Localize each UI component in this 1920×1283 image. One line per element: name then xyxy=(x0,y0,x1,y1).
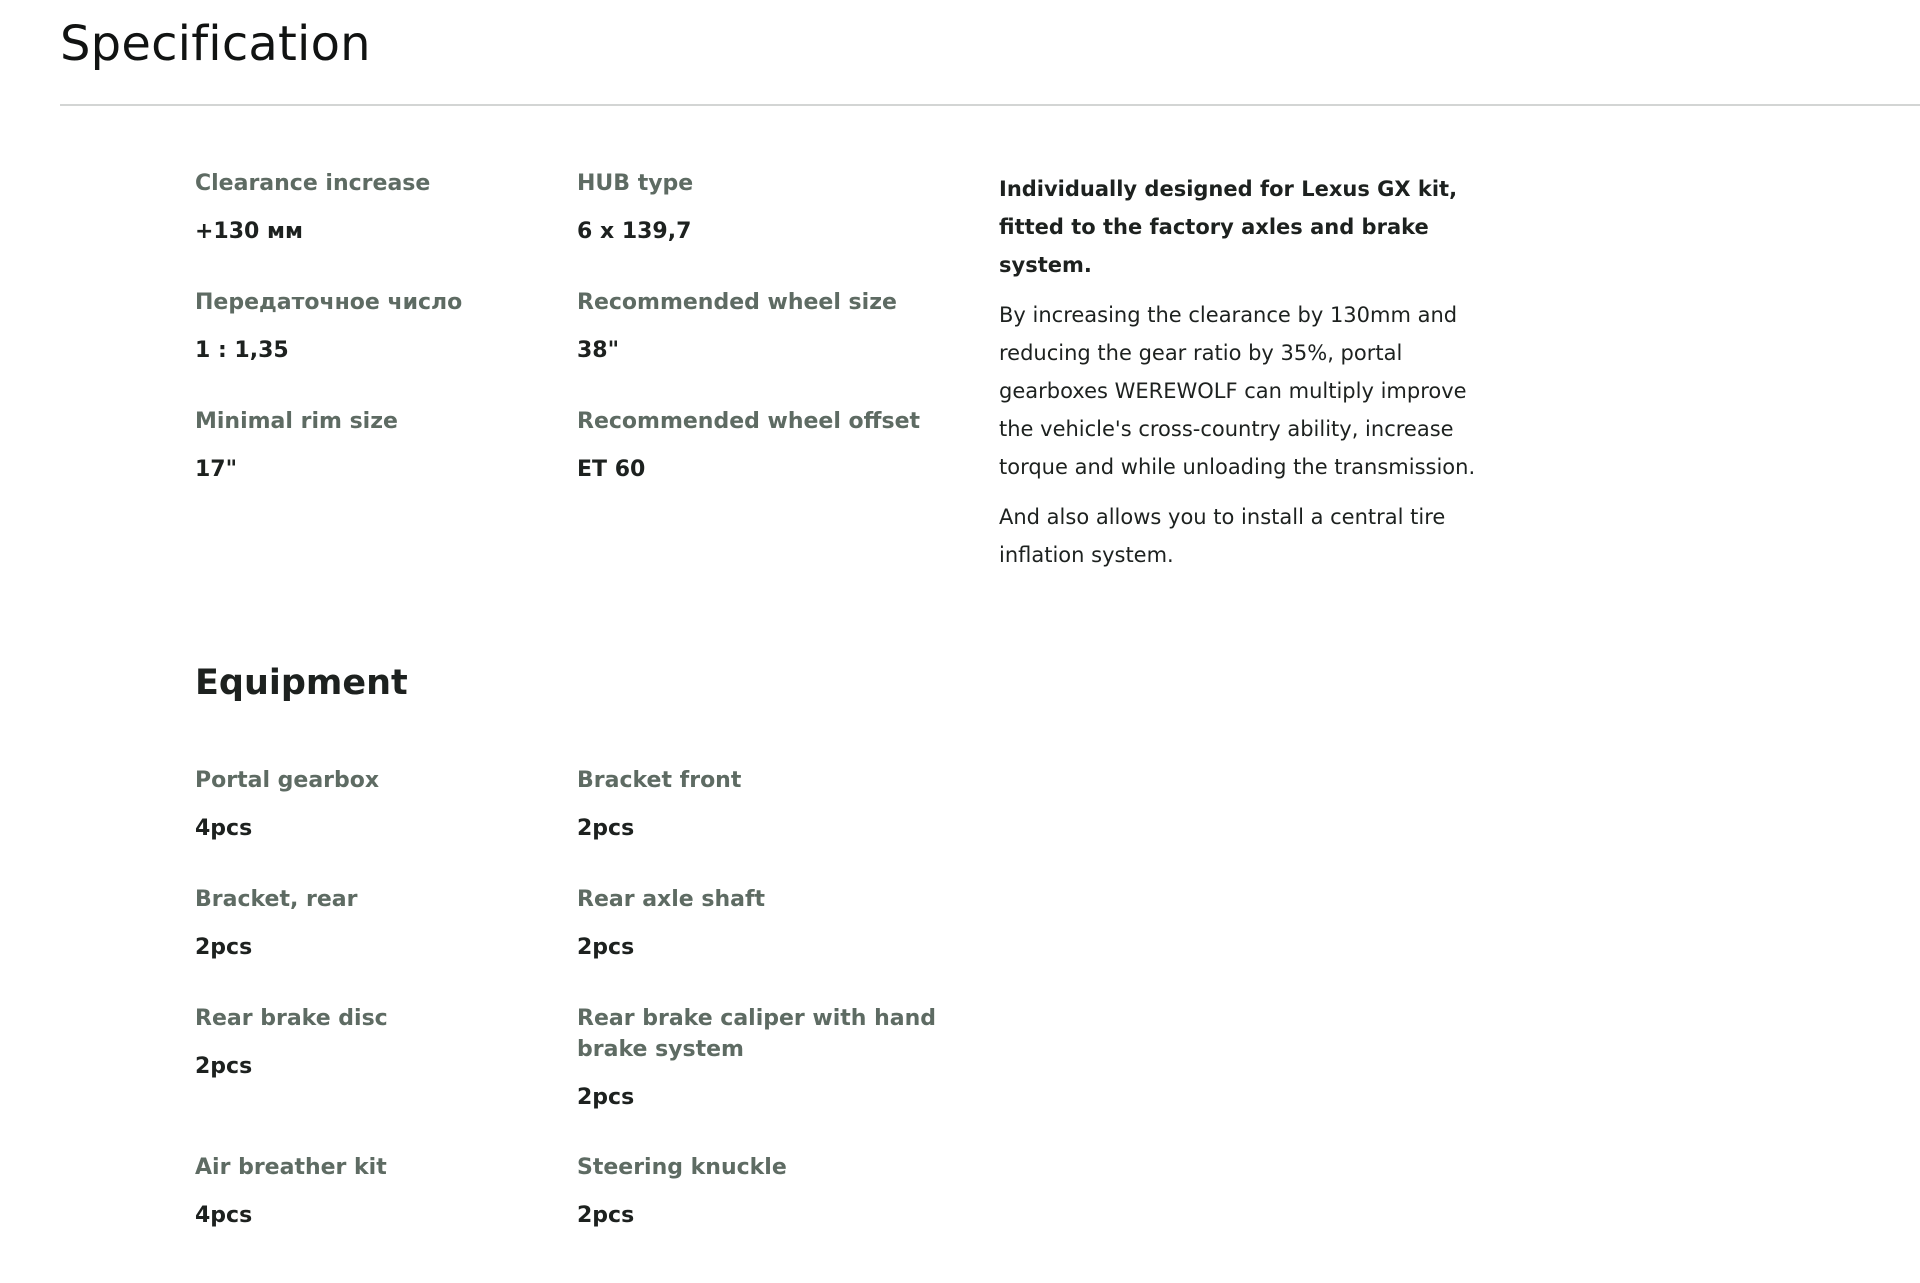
equipment-item-rear-axle-shaft xyxy=(577,884,947,963)
spec-item-clearance xyxy=(195,168,565,247)
spec-value: ET 60 xyxy=(577,457,646,482)
spec-label: Minimal rim size xyxy=(195,409,398,434)
spec-label: HUB type xyxy=(577,171,694,196)
equipment-item-rear-brake-disc xyxy=(195,1003,565,1082)
equipment-quantity: 4pcs xyxy=(195,1203,253,1228)
spec-value: 6 x 139,7 xyxy=(577,219,692,244)
spec-label: Clearance increase xyxy=(195,171,431,196)
equipment-label: Portal gearbox xyxy=(195,768,380,793)
equipment-quantity: 2pcs xyxy=(577,1203,635,1228)
equipment-label: Bracket, rear xyxy=(195,887,358,912)
product-description xyxy=(999,170,1499,574)
spec-item-gear-ratio xyxy=(195,287,565,366)
equipment-label: Bracket front xyxy=(577,768,742,793)
equipment-label: Steering knuckle xyxy=(577,1155,787,1180)
spec-label: Передаточное число xyxy=(195,290,463,315)
equipment-heading: Equipment xyxy=(195,663,408,703)
title-divider xyxy=(60,104,1920,106)
spec-item-wheel-size xyxy=(577,287,947,366)
spec-label: Recommended wheel size xyxy=(577,290,897,315)
description-paragraph: By increasing the clearance by 130mm and reducing the gear ratio by 35%, portal gearboxes WEREWOLF can multiply improve the vehicle's cross-country ability, increase torque and while unloading the transmission. xyxy=(999,303,1476,479)
equipment-quantity: 2pcs xyxy=(195,935,253,960)
equipment-quantity: 2pcs xyxy=(577,1085,635,1110)
equipment-label: Rear brake disc xyxy=(195,1006,388,1031)
equipment-item-bracket-front xyxy=(577,765,947,844)
equipment-item-bracket-rear xyxy=(195,884,565,963)
description-paragraph: And also allows you to install a central tire inflation system. xyxy=(999,505,1446,567)
spec-item-hub-type xyxy=(577,168,947,247)
equipment-label: Air breather kit xyxy=(195,1155,387,1180)
spec-label: Recommended wheel offset xyxy=(577,409,921,434)
equipment-item-steering-knuckle xyxy=(577,1152,947,1231)
description-lead: Individually designed for Lexus GX kit, fitted to the factory axles and brake system. xyxy=(999,177,1458,277)
equipment-item-portal-gearbox xyxy=(195,765,565,844)
equipment-quantity: 2pcs xyxy=(577,816,635,841)
equipment-item-air-breather-kit xyxy=(195,1152,565,1231)
spec-value: +130 мм xyxy=(195,219,303,244)
equipment-item-rear-brake-caliper xyxy=(577,1003,947,1113)
equipment-quantity: 2pcs xyxy=(577,935,635,960)
spec-value: 1 : 1,35 xyxy=(195,338,289,363)
equipment-label: Rear axle shaft xyxy=(577,887,766,912)
spec-value: 38" xyxy=(577,338,620,363)
equipment-quantity: 2pcs xyxy=(195,1054,253,1079)
equipment-quantity: 4pcs xyxy=(195,816,253,841)
page-title: Specification xyxy=(60,16,371,72)
spec-value: 17" xyxy=(195,457,238,482)
equipment-label: Rear brake caliper with hand brake system xyxy=(577,1006,937,1062)
spec-item-rim-size xyxy=(195,406,565,485)
spec-item-wheel-offset xyxy=(577,406,947,485)
